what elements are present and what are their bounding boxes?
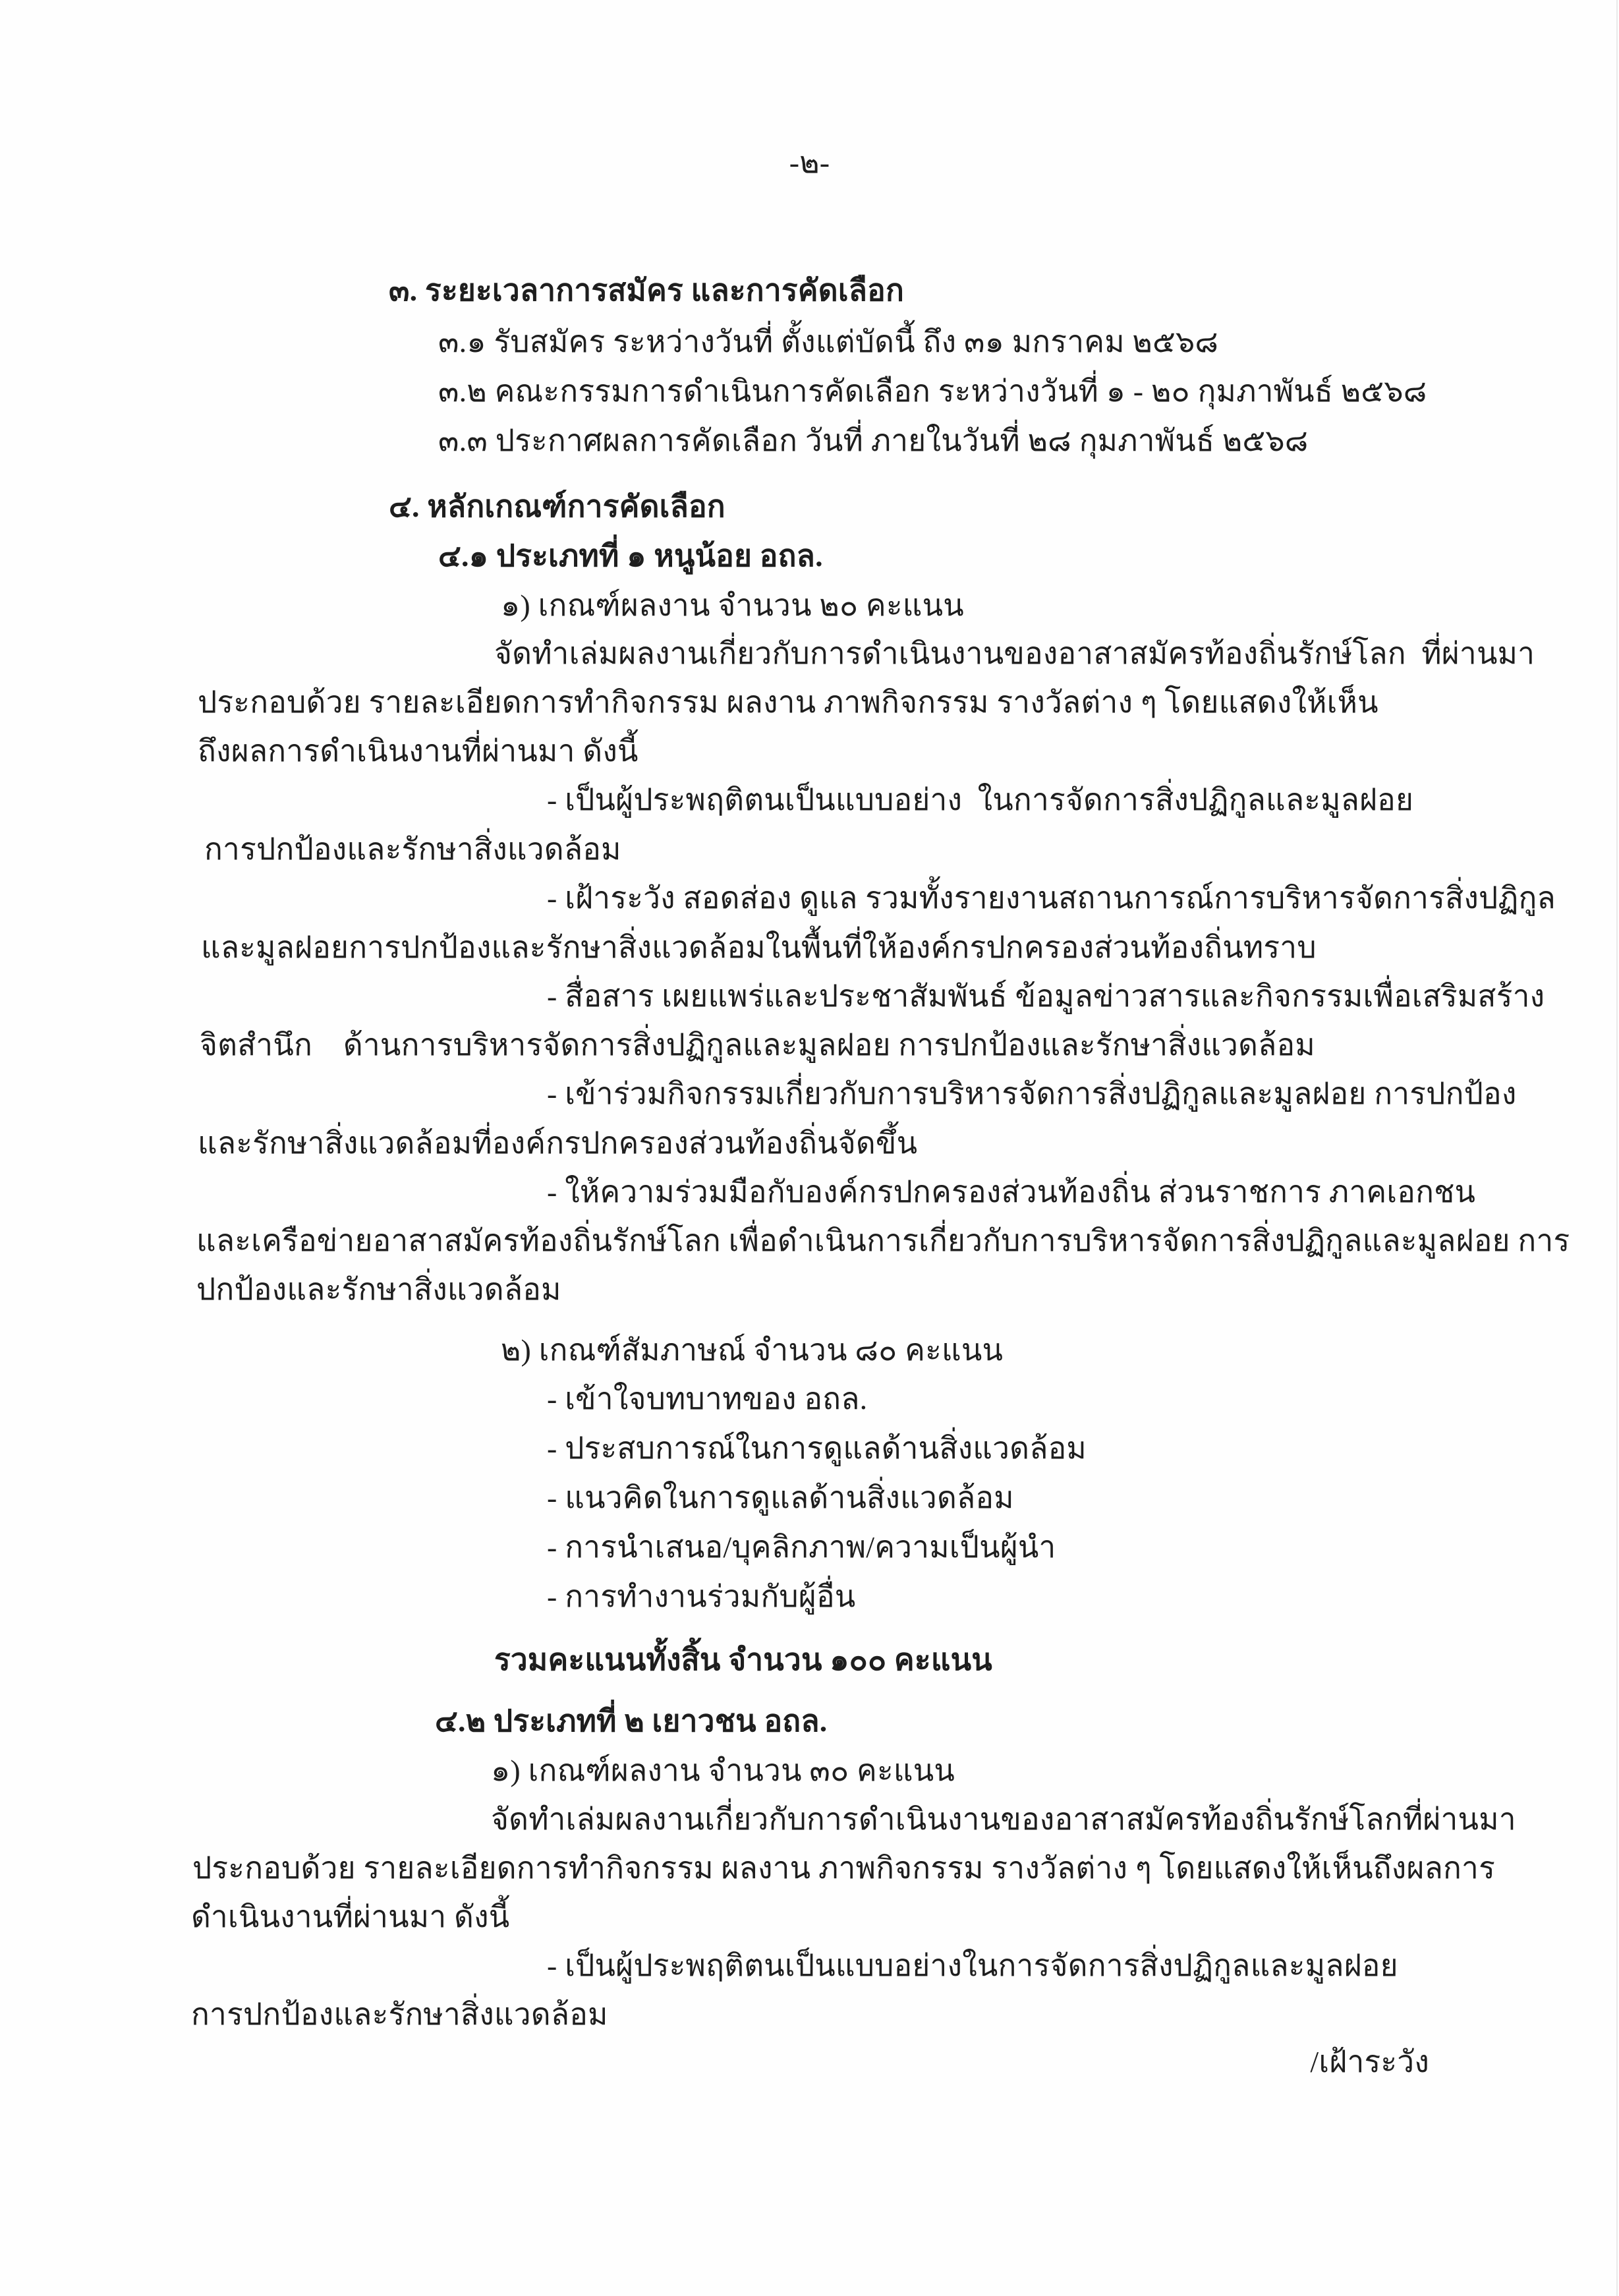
duty-continuation-line: จิตสำนึก ด้านการบริหารจัดการสิ่งปฏิกูลและมูลฝอย การปกป้องและรักษาสิ่งแวดล้อม [200,1028,1315,1062]
interview-bullet-line: - การนำเสนอ/บุคลิกภาพ/ความเป็นผู้นำ [547,1530,1056,1564]
scan-edge-artifact [1616,0,1618,2296]
item-3-2: ๓.๒ คณะกรรมการดำเนินการคัดเลือก ระหว่างวันที่ ๑ - ๒๐ กุมภาพันธ์ ๒๕๖๘ [438,374,1427,408]
duty-bullet-line: - สื่อสาร เผยแพร่และประชาสัมพันธ์ ข้อมูลข่าวสารและกิจกรรมเพื่อเสริมสร้าง [547,979,1545,1013]
interview-bullet-line: - เข้าใจบทบาทของ อถล. [547,1382,868,1416]
criteria-interview-heading: ๒) เกณฑ์สัมภาษณ์ จำนวน ๘๐ คะแนน [501,1333,1004,1367]
duty-bullet-line: - เฝ้าระวัง สอดส่อง ดูแล รวมทั้งรายงานสถานการณ์การบริหารจัดการสิ่งปฏิกูล [547,881,1556,915]
duty-continuation-line: และเครือข่ายอาสาสมัครท้องถิ่นรักษ์โลก เพื่อดำเนินการเกี่ยวกับการบริหารจัดการสิ่งปฏิกูลและมูลฝอย การ [196,1224,1570,1257]
continuation-marker: /เฝ้าระวัง [1310,2045,1429,2079]
duty-continuation-line: ปกป้องและรักษาสิ่งแวดล้อม [196,1273,561,1306]
duty-bullet-line: - เข้าร่วมกิจกรรมเกี่ยวกับการบริหารจัดการสิ่งปฏิกูลและมูลฝอย การปกป้อง [547,1077,1517,1110]
paragraph-line: ดำเนินงานที่ผ่านมา ดังนี้ [191,1900,510,1934]
paragraph-line: ประกอบด้วย รายละเอียดการทำกิจกรรม ผลงาน ภาพกิจกรรม รางวัลต่าง ๆ โดยแสดงให้เห็น [198,685,1378,719]
duty-continuation-line: การปกป้องและรักษาสิ่งแวดล้อม [191,1997,608,2031]
section-4-1-heading: ๔.๑ ประเภทที่ ๑ หนูน้อย อถล. [438,539,823,573]
interview-bullet-line: - ประสบการณ์ในการดูแลด้านสิ่งแวดล้อม [547,1431,1087,1465]
duty-continuation-line: และรักษาสิ่งแวดล้อมที่องค์กรปกครองส่วนท้องถิ่นจัดขึ้น [198,1126,918,1160]
paragraph-line: จัดทำเล่มผลงานเกี่ยวกับการดำเนินงานของอาสาสมัครท้องถิ่นรักษ์โลก ที่ผ่านมา [494,637,1535,670]
criteria-performance-heading: ๑) เกณฑ์ผลงาน จำนวน ๓๐ คะแนน [491,1754,955,1787]
item-3-1: ๓.๑ รับสมัคร ระหว่างวันที่ ตั้งแต่บัดนี้ ถึง ๓๑ มกราคม ๒๕๖๘ [438,325,1219,359]
item-3-3: ๓.๓ ประกาศผลการคัดเลือก วันที่ ภายในวันที่ ๒๘ กุมภาพันธ์ ๒๕๖๘ [438,424,1309,457]
duty-continuation-line: และมูลฝอยการปกป้องและรักษาสิ่งแวดล้อมในพื้นที่ให้องค์กรปกครองส่วนท้องถิ่นทราบ [201,931,1317,964]
page-number: -๒- [789,146,830,179]
duty-bullet-line: - เป็นผู้ประพฤติตนเป็นแบบอย่างในการจัดการสิ่งปฏิกูลและมูลฝอย [547,1949,1398,1982]
section-4-heading: ๔. หลักเกณฑ์การคัดเลือก [389,490,725,523]
duty-bullet-line: - เป็นผู้ประพฤติตนเป็นแบบอย่าง ในการจัดการสิ่งปฏิกูลและมูลฝอย [547,783,1414,817]
paragraph-line: ถึงผลการดำเนินงานที่ผ่านมา ดังนี้ [198,734,639,768]
duty-continuation-line: การปกป้องและรักษาสิ่งแวดล้อม [204,832,621,866]
paragraph-line: จัดทำเล่มผลงานเกี่ยวกับการดำเนินงานของอาสาสมัครท้องถิ่นรักษ์โลกที่ผ่านมา [491,1802,1516,1836]
criteria-performance-heading: ๑) เกณฑ์ผลงาน จำนวน ๒๐ คะแนน [501,588,964,622]
section-4-2-heading: ๔.๒ ประเภทที่ ๒ เยาวชน อถล. [435,1704,828,1738]
interview-bullet-line: - แนวคิดในการดูแลด้านสิ่งแวดล้อม [547,1481,1014,1514]
duty-bullet-line: - ให้ความร่วมมือกับองค์กรปกครองส่วนท้องถิ่น ส่วนราชการ ภาคเอกชน [547,1175,1476,1209]
paragraph-line: ประกอบด้วย รายละเอียดการทำกิจกรรม ผลงาน ภาพกิจกรรม รางวัลต่าง ๆ โดยแสดงให้เห็นถึงผลการ [192,1851,1495,1885]
interview-bullet-line: - การทำงานร่วมกับผู้อื่น [547,1580,856,1613]
total-score-line: รวมคะแนนทั้งสิ้น จำนวน ๑๐๐ คะแนน [494,1643,992,1677]
section-3-heading: ๓. ระยะเวลาการสมัคร และการคัดเลือก [389,273,905,307]
